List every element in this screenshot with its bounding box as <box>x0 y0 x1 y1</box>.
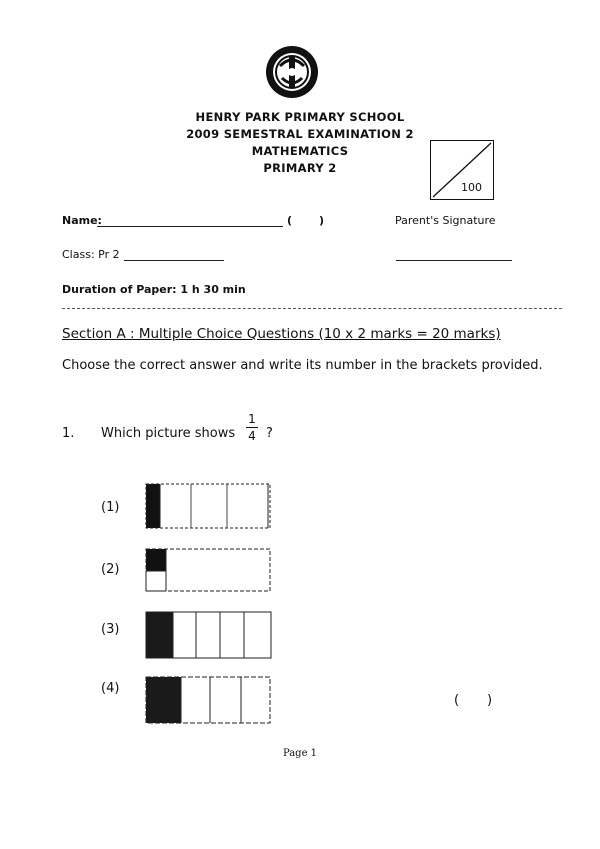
option-2-unshaded-part <box>146 571 166 591</box>
option-4-picture[interactable] <box>146 677 274 725</box>
name-paren-open: ( <box>287 214 293 227</box>
question-mark: ? <box>266 426 273 441</box>
level-title: PRIMARY 2 <box>263 161 337 175</box>
page-number: Page 1 <box>282 748 318 759</box>
answer-bracket-close: ) <box>487 693 493 708</box>
option-1-shaded-part <box>146 484 160 528</box>
option-2-shaded-part <box>146 549 166 571</box>
option-3-shaded-part <box>146 612 173 658</box>
parent-signature-label: Parent's Signature <box>395 214 496 227</box>
class-field[interactable] <box>124 260 224 261</box>
option-3-label: (3) <box>101 622 120 637</box>
question-text: Which picture shows <box>101 426 236 441</box>
fraction-bar <box>246 427 258 428</box>
option-4-label: (4) <box>101 681 120 696</box>
class-label: Class: Pr 2 <box>62 248 120 261</box>
name-label: Name: <box>62 214 102 227</box>
answer-bracket-open: ( <box>454 693 460 708</box>
school-name: HENRY PARK PRIMARY SCHOOL <box>195 110 405 124</box>
score-box[interactable] <box>430 140 494 200</box>
question-number: 1. <box>62 426 75 441</box>
option-1-outline <box>146 484 270 528</box>
subject-title: MATHEMATICS <box>251 144 349 158</box>
option-4-shaded-part <box>146 677 181 723</box>
fraction-denominator: 4 <box>248 429 256 443</box>
section-instructions: Choose the correct answer and write its number in the brackets provided. <box>62 358 543 373</box>
fraction-numerator: 1 <box>248 412 256 426</box>
header-divider <box>62 308 562 309</box>
option-2-label: (2) <box>101 562 120 577</box>
name-paren-close: ) <box>319 214 325 227</box>
fraction-one-quarter <box>245 412 259 443</box>
school-crest-logo <box>262 44 322 100</box>
duration-label: Duration of Paper: 1 h 30 min <box>62 283 246 296</box>
option-1-label: (1) <box>101 500 120 515</box>
option-1-picture[interactable] <box>146 484 272 530</box>
score-total: 100 <box>461 181 482 194</box>
parent-signature-field[interactable] <box>396 260 512 261</box>
section-title: Section A : Multiple Choice Questions (10 x 2 marks = 20 marks) <box>62 326 501 342</box>
answer-field[interactable] <box>470 688 484 708</box>
option-3-picture[interactable] <box>146 612 274 660</box>
name-field[interactable] <box>97 226 283 227</box>
exam-title: 2009 SEMESTRAL EXAMINATION 2 <box>186 127 414 141</box>
option-2-picture[interactable] <box>146 549 272 593</box>
